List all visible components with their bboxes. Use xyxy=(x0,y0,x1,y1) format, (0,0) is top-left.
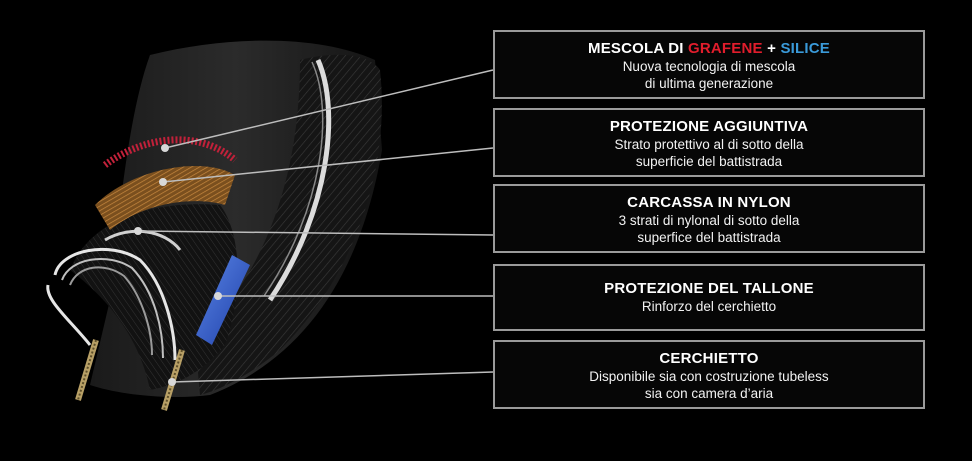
leader-dot-compound xyxy=(161,144,169,152)
title-part-silice: SILICE xyxy=(780,40,830,57)
callout-nylon-casing xyxy=(493,184,925,253)
callout-title xyxy=(495,40,923,58)
callout-desc-line: di ultima generazione xyxy=(644,76,774,91)
callout-desc-line: Strato protettivo al di sotto della xyxy=(614,137,804,152)
callout-compound xyxy=(493,30,925,99)
callout-title: PROTEZIONE DEL TALLONE xyxy=(604,280,814,297)
callout-extra-protection xyxy=(493,108,925,177)
callout-desc-line: sia con camera d’aria xyxy=(644,386,774,401)
callout-title: CERCHIETTO xyxy=(659,350,759,367)
leader-dot-nylon-casing xyxy=(134,227,142,235)
callout-desc-line: superficie del battistrada xyxy=(635,154,783,169)
callout-desc-line: 3 strati di nylonal di sotto della xyxy=(618,213,800,228)
callout-bead xyxy=(493,340,925,409)
callout-desc-line: Disponibile sia con costruzione tubeless xyxy=(589,369,829,384)
leader-dot-bead-protection xyxy=(214,292,222,300)
callout-bead-protection xyxy=(493,264,925,331)
callout-title: PROTEZIONE AGGIUNTIVA xyxy=(609,118,809,135)
leader-dot-extra-protection xyxy=(159,178,167,186)
title-part-grafene: GRAFENE xyxy=(687,40,763,57)
callout-desc-line: Rinforzo del cerchietto xyxy=(641,299,777,314)
title-part-mescola: MESCOLA DI xyxy=(588,40,688,57)
leader-dot-bead xyxy=(168,378,176,386)
callout-desc-line: Nuova tecnologia di mescola xyxy=(622,59,796,74)
callout-desc-line: superfice del battistrada xyxy=(637,230,781,245)
callout-title: CARCASSA IN NYLON xyxy=(627,194,791,211)
title-part-plus: + xyxy=(762,40,781,57)
